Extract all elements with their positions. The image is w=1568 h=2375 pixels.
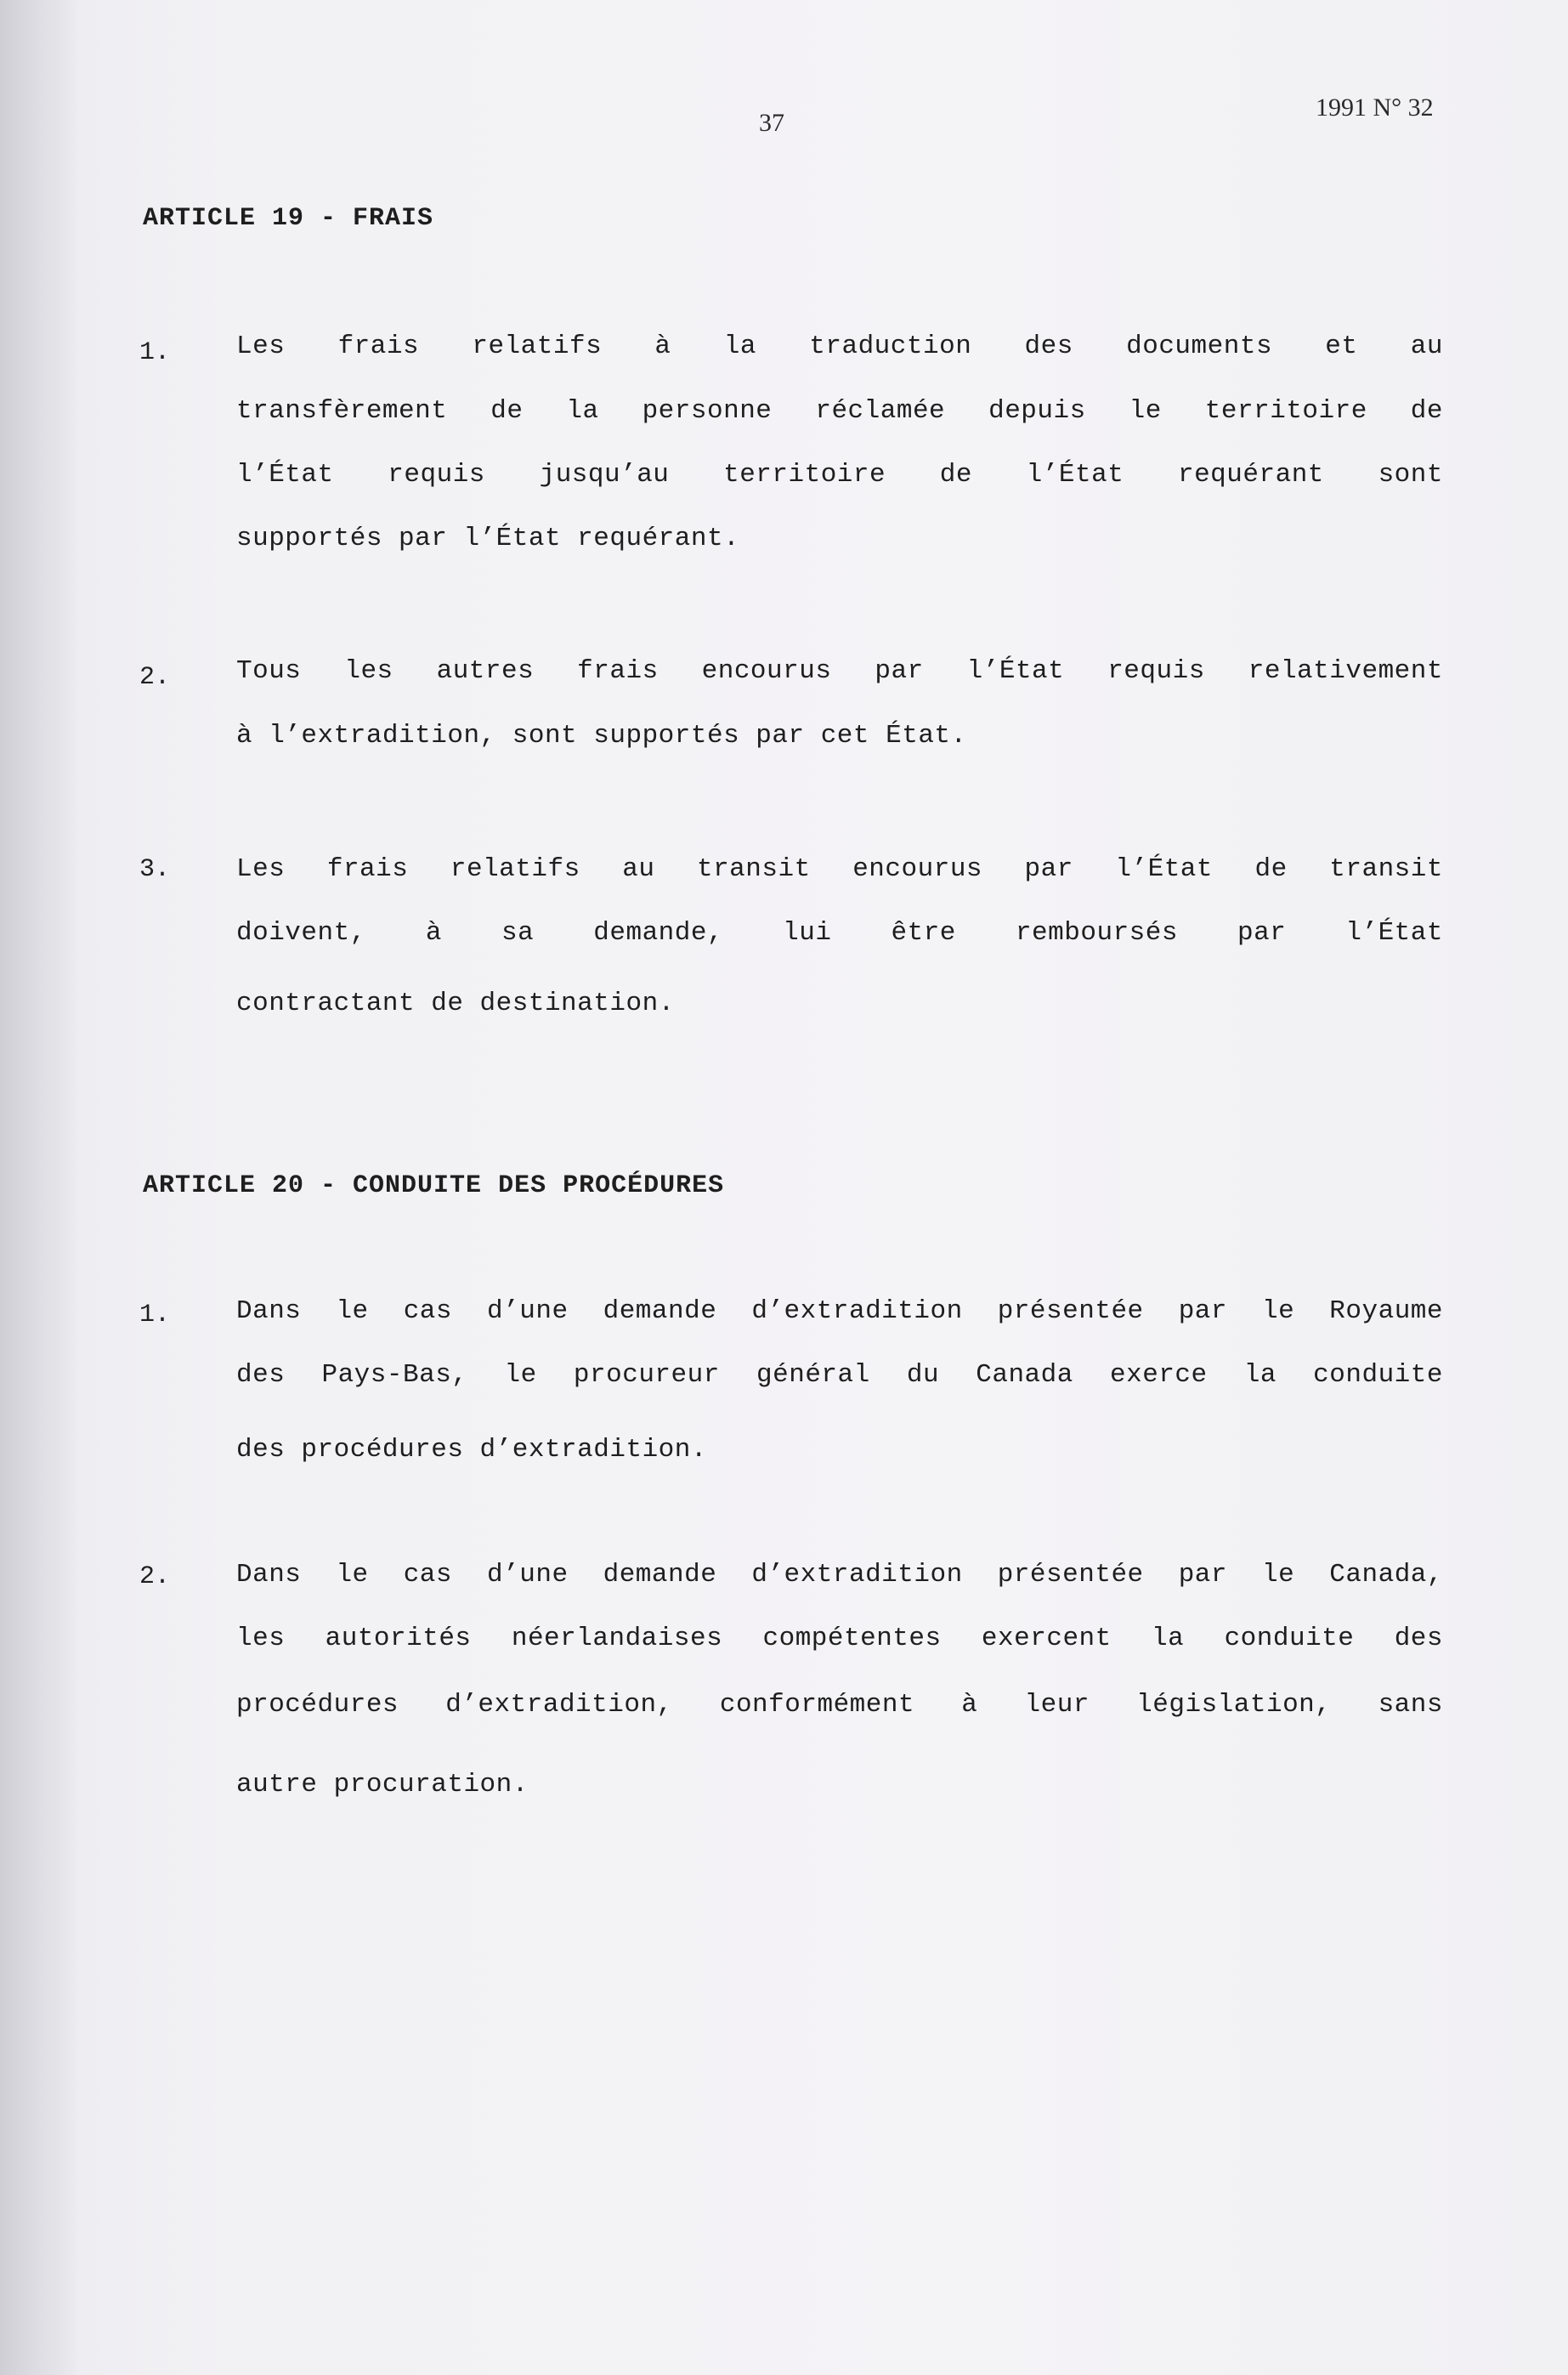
article-20-para-2-line-1: Dans le cas d’une demande d’extradition présentée par le Canada, [236,1560,1443,1590]
article-19-para-1-number: 1. [139,338,171,367]
article-19-para-1-line-2: transfèrement de la personne réclamée depuis le territoire de [236,396,1443,426]
article-20-para-2-line-4: autre procuration. [236,1770,529,1800]
article-19-para-3-line-3: contractant de destination. [236,989,675,1018]
article-20-para-1-line-1: Dans le cas d’une demande d’extradition présentée par le Royaume [236,1296,1443,1326]
article-20-para-2-line-3: procédures d’extradition, conformément à leur législation, sans [236,1690,1443,1720]
article-20-para-2-number: 2. [139,1562,171,1591]
article-19-para-2-line-1: Tous les autres frais encourus par l’État requis relativement [236,656,1443,686]
article-20-heading: ARTICLE 20 - CONDUITE DES PROCÉDURES [143,1171,725,1200]
article-19-para-2-number: 2. [139,663,171,692]
article-19-heading: ARTICLE 19 - FRAIS [143,204,434,233]
article-19-para-1-line-4: supportés par l’État requérant. [236,524,740,553]
article-19-para-1-line-3: l’État requis jusqu’au territoire de l’État requérant sont [236,460,1443,490]
article-19-para-2-line-2: à l’extradition, sont supportés par cet État. [236,721,967,751]
article-20-para-1-line-2: des Pays-Bas, le procureur général du Canada exerce la conduite [236,1360,1443,1390]
article-19-para-3-number: 3. [139,855,171,884]
document-reference: 1991 N° 32 [1316,94,1434,122]
article-19-para-1-line-1: Les frais relatifs à la traduction des documents et au [236,332,1443,361]
article-20-para-2-line-2: les autorités néerlandaises compétentes exercent la conduite des [236,1624,1443,1653]
article-19-para-3-line-2: doivent, à sa demande, lui être remboursés par l’État [236,918,1443,948]
page-number: 37 [759,109,784,137]
article-20-para-1-number: 1. [139,1301,171,1329]
facing-page-edge [0,0,78,2375]
article-19-para-3-line-1: Les frais relatifs au transit encourus par l’État de transit [236,854,1443,884]
article-20-para-1-line-3: des procédures d’extradition. [236,1435,707,1465]
